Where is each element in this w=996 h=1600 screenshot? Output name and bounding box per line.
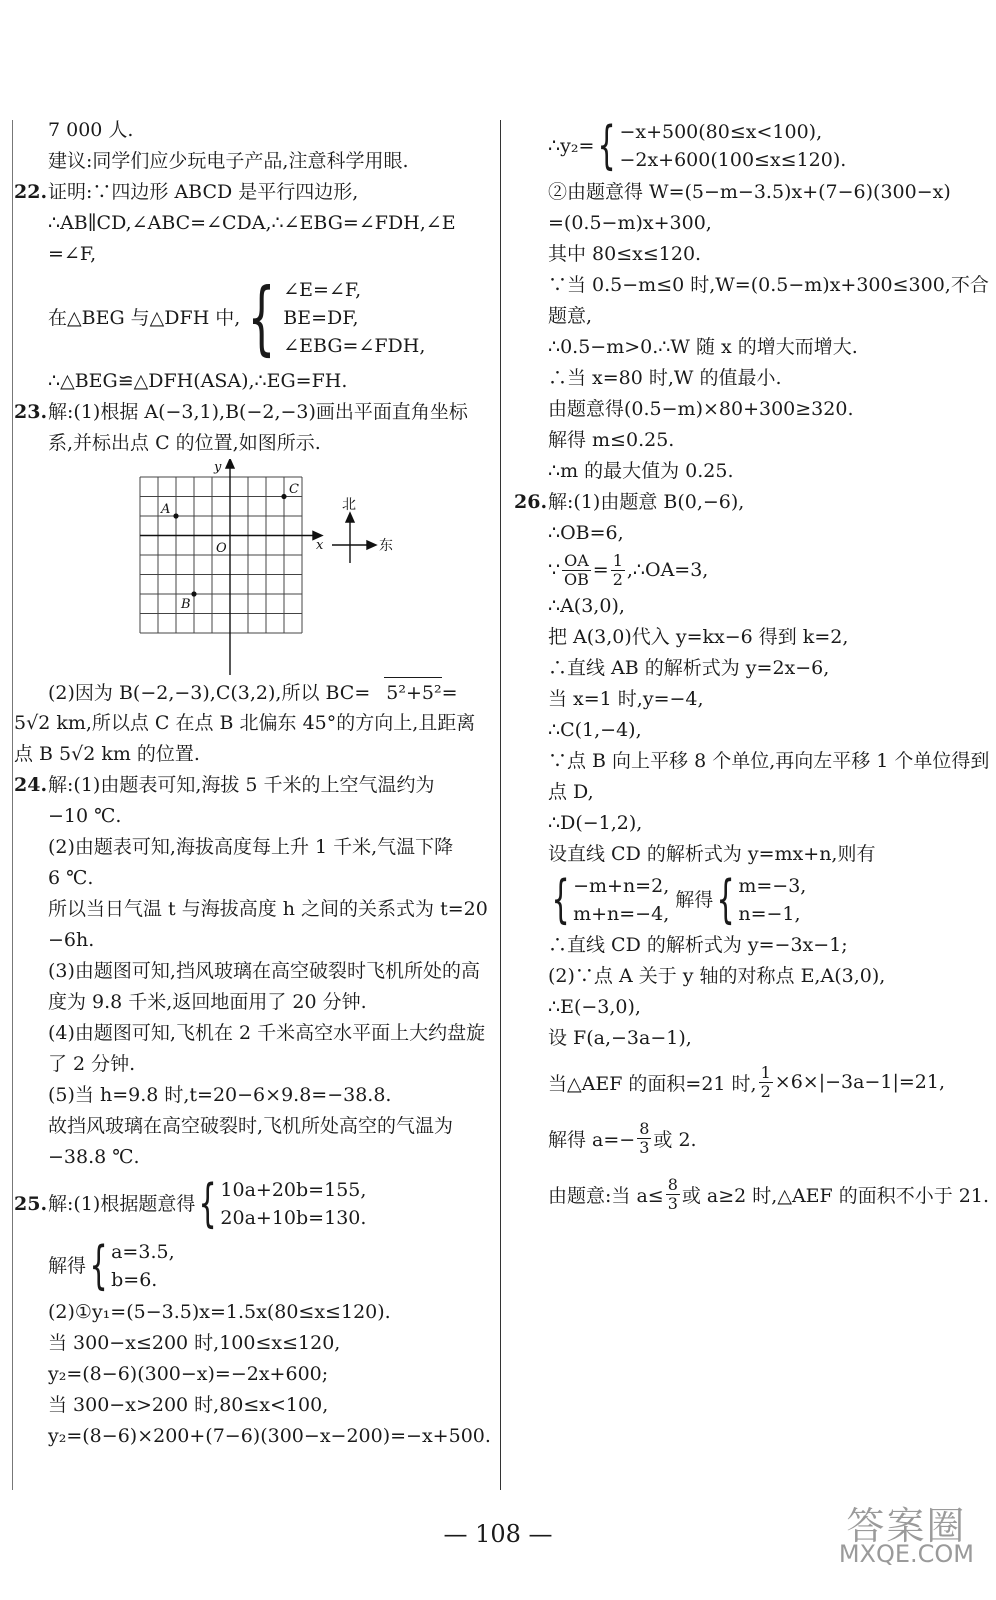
y-axis-label: y bbox=[214, 460, 222, 475]
problem-23 bbox=[14, 397, 490, 770]
system-line: ∠EBG=∠FDH, bbox=[283, 335, 426, 357]
coordinate-grid-figure bbox=[14, 459, 490, 677]
text-line: 由题意得(0.5−m)×80+300≥320. bbox=[548, 398, 854, 420]
text-line: (2)因为 B(−2,−3),C(3,2),所以 BC= 5²+5²= bbox=[14, 677, 490, 708]
text-line: ∴0.5−m>0.∴W 随 x 的增大而增大. bbox=[548, 336, 858, 358]
text-line: (2)由题表可知,海拔高度每上升 1 千米,气温下降 bbox=[48, 836, 454, 858]
text-line: 当 300−x>200 时,80≤x<100, bbox=[48, 1394, 329, 1416]
text-line: ②由题意得 W=(5−m−3.5)x+(7−6)(300−x) bbox=[548, 181, 951, 203]
text-line: 其中 80≤x≤120. bbox=[548, 243, 702, 265]
x-axis-label: x bbox=[316, 538, 324, 553]
text-line: 建议:同学们应少玩电子产品,注意科学用眼. bbox=[48, 150, 409, 172]
problem-number: 24. bbox=[14, 774, 48, 796]
text-line: (3)由题图可知,挡风玻璃在高空破裂时飞机所处的高 bbox=[48, 960, 480, 982]
right-column bbox=[514, 115, 990, 1222]
text-line: y₂=(8−6)(300−x)=−2x+600; bbox=[48, 1363, 329, 1385]
text-line: ∴E(−3,0), bbox=[548, 996, 641, 1018]
problem-number: 26. bbox=[514, 491, 548, 513]
text-line: 了 2 分钟. bbox=[48, 1053, 136, 1075]
text-line: 把 A(3,0)代入 y=kx−6 得到 k=2, bbox=[548, 626, 849, 648]
brace-icon: { bbox=[247, 271, 276, 364]
text-line: ∴直线 CD 的解析式为 y=−3x−1; bbox=[548, 934, 848, 956]
text-line: −10 ℃. bbox=[48, 805, 122, 827]
problem-number: 25. bbox=[14, 1193, 48, 1215]
text-line: 度为 9.8 千米,返回地面用了 20 分钟. bbox=[48, 991, 367, 1013]
fraction: $\frac{8}{3}$ bbox=[667, 1174, 678, 1213]
watermark-text: 答案圈 bbox=[846, 1504, 967, 1548]
equation-system bbox=[14, 1173, 490, 1235]
fraction: $\frac{8}{3}$ bbox=[639, 1118, 650, 1157]
text-line: (2)①y₁=(5−3.5)x=1.5x(80≤x≤120). bbox=[48, 1301, 391, 1323]
system-line: a=3.5, bbox=[111, 1241, 175, 1263]
text-line: 当 x=1 时,y=−4, bbox=[548, 688, 704, 710]
text-line: ∴A(3,0), bbox=[548, 595, 625, 617]
equation-system bbox=[514, 870, 990, 930]
text-line: 5√2 km,所以点 C 在点 B 北偏东 45°的方向上,且距离 bbox=[14, 712, 476, 734]
fraction-line: 当△AEF 的面积=21 时, $\frac{1}{2}$ ×6×|−3a−1|=21, bbox=[548, 1062, 946, 1101]
text-line: 设直线 CD 的解析式为 y=mx+n,则有 bbox=[548, 843, 876, 865]
text-line: (2)∵点 A 关于 y 轴的对称点 E,A(3,0), bbox=[548, 965, 886, 987]
page-number: — 108 — bbox=[443, 1520, 553, 1548]
text-line: 所以当日气温 t 与海拔高度 h 之间的关系式为 t=20 bbox=[48, 898, 488, 920]
system-line: ∠E=∠F, bbox=[283, 279, 362, 301]
text-line: 点 D, bbox=[548, 781, 594, 803]
coordinate-grid bbox=[126, 459, 426, 677]
text-line: 6 ℃. bbox=[48, 867, 94, 889]
equation-system bbox=[514, 115, 990, 177]
text-line: 证明:∵四边形 ABCD 是平行四边形, bbox=[48, 181, 359, 203]
system-line: 20a+10b=130. bbox=[220, 1207, 367, 1229]
text-line: −38.8 ℃. bbox=[48, 1146, 140, 1168]
text-line: y₂=(8−6)×200+(7−6)(300−x−200)=−x+500. bbox=[48, 1425, 491, 1447]
problem-25 bbox=[14, 1173, 490, 1452]
text-line: ∵当 0.5−m≤0 时,W=(0.5−m)x+300≤300,不合 bbox=[548, 274, 989, 296]
system-prefix: 解得 bbox=[675, 889, 714, 911]
point-a-label: A bbox=[161, 502, 171, 517]
text-line: 题意, bbox=[548, 305, 593, 327]
point-c-label: C bbox=[289, 482, 299, 497]
text-line: 解:(1)根据 A(−3,1),B(−2,−3)画出平面直角坐标 bbox=[48, 401, 468, 423]
system-line: 10a+20b=155, bbox=[220, 1179, 367, 1201]
text-line: 解得 m≤0.25. bbox=[548, 429, 675, 451]
brace-icon: { bbox=[597, 116, 617, 176]
text-line: 7 000 人. bbox=[48, 119, 134, 141]
text-line: ∴直线 AB 的解析式为 y=2x−6, bbox=[548, 657, 830, 679]
problem-26 bbox=[514, 487, 990, 1222]
system-line: m=−3, bbox=[738, 875, 807, 897]
system-line: BE=DF, bbox=[283, 307, 359, 329]
brace-icon: { bbox=[551, 870, 570, 930]
text-line: 点 B 5√2 km 的位置. bbox=[14, 743, 200, 765]
east-label: 东 bbox=[379, 538, 393, 554]
equation-system bbox=[14, 270, 490, 366]
system-prefix: 在△BEG 与△DFH 中, bbox=[48, 307, 241, 329]
left-column bbox=[14, 115, 490, 1452]
system-line: b=6. bbox=[111, 1269, 158, 1291]
problem-number: 23. bbox=[14, 401, 48, 423]
problem-22 bbox=[14, 177, 490, 397]
text-line: 故挡风玻璃在高空破裂时,飞机所处高空的气温为 bbox=[48, 1115, 454, 1137]
text-line: ∴D(−1,2), bbox=[548, 812, 643, 834]
text-line: (4)由题图可知,飞机在 2 千米高空水平面上大约盘旋 bbox=[48, 1022, 486, 1044]
system-line: −2x+600(100≤x≤120). bbox=[619, 149, 847, 171]
text-line: ∴OB=6, bbox=[548, 522, 624, 544]
text-line: −6h. bbox=[48, 929, 95, 951]
fraction: $\frac{OA}{OB}$ bbox=[563, 550, 589, 589]
sqrt-expression: 5²+5² bbox=[384, 677, 441, 709]
brace-icon: { bbox=[716, 870, 735, 930]
system-line: −m+n=2, bbox=[573, 875, 670, 897]
column-divider bbox=[500, 120, 501, 1490]
text-line: ∴AB∥CD,∠ABC=∠CDA,∴∠EBG=∠FDH,∠E bbox=[48, 212, 456, 234]
watermark-url: MXQE.COM bbox=[838, 1540, 974, 1568]
text-line: =∠F, bbox=[48, 243, 97, 265]
brace-icon: { bbox=[198, 1174, 217, 1234]
text-line: ∴m 的最大值为 0.25. bbox=[548, 460, 734, 482]
system-line: n=−1, bbox=[738, 903, 801, 925]
origin-label: O bbox=[216, 541, 227, 556]
text-line: ∵点 B 向上平移 8 个单位,再向左平移 1 个单位得到 bbox=[548, 750, 990, 772]
fraction: $\frac{1}{2}$ bbox=[760, 1062, 771, 1101]
text-line: ∴△BEG≌△DFH(ASA),∴EG=FH. bbox=[48, 370, 348, 392]
text-line: (5)当 h=9.8 时,t=20−6×9.8=−38.8. bbox=[48, 1084, 392, 1106]
text-line: 当 300−x≤200 时,100≤x≤120, bbox=[48, 1332, 341, 1354]
text-line: 解:(1)由题意 B(0,−6), bbox=[548, 491, 745, 513]
text-line: 系,并标出点 C 的位置,如图所示. bbox=[48, 432, 321, 454]
system-prefix: 解得 bbox=[48, 1255, 87, 1277]
system-line: m+n=−4, bbox=[573, 903, 670, 925]
text-line: 设 F(a,−3a−1), bbox=[548, 1027, 692, 1049]
north-label: 北 bbox=[342, 497, 356, 513]
equation-system bbox=[14, 1235, 490, 1297]
system-line: −x+500(80≤x<100), bbox=[619, 121, 823, 143]
problem-24 bbox=[14, 770, 490, 1173]
left-margin-line bbox=[12, 120, 13, 1490]
watermark-logo bbox=[838, 1504, 974, 1568]
fraction-line: 解得 a=− $\frac{8}{3}$ 或 2. bbox=[548, 1118, 697, 1157]
fraction: $\frac{1}{2}$ bbox=[612, 550, 623, 589]
text-line: ∴C(1,−4), bbox=[548, 719, 642, 741]
text-line: =(0.5−m)x+300, bbox=[548, 212, 712, 234]
brace-icon: { bbox=[89, 1236, 108, 1296]
text-line: 解:(1)由题表可知,海拔 5 千米的上空气温约为 bbox=[48, 774, 435, 796]
system-prefix: 解:(1)根据题意得 bbox=[48, 1193, 196, 1215]
fraction-line: ∵ $\frac{OA}{OB}$ = $\frac{1}{2}$ ,∴OA=3, bbox=[548, 550, 709, 589]
problem-number: 22. bbox=[14, 181, 48, 203]
fraction-line: 由题意:当 a≤ $\frac{8}{3}$ 或 a≥2 时,△AEF 的面积不小于 21. bbox=[548, 1174, 990, 1213]
text-line: ∴当 x=80 时,W 的值最小. bbox=[548, 367, 782, 389]
system-prefix: ∴y₂= bbox=[548, 135, 595, 157]
point-b-label: B bbox=[181, 597, 191, 612]
